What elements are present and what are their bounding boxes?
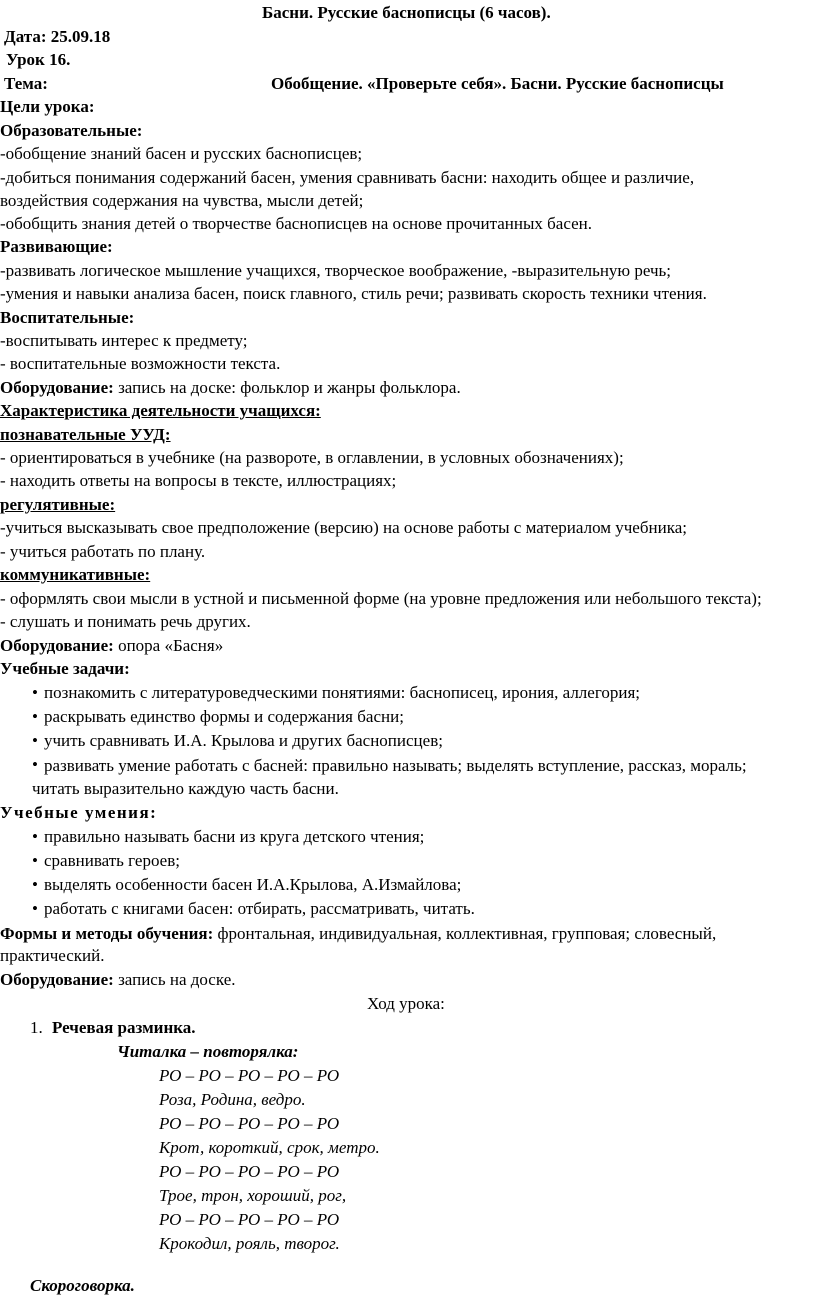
educational-heading: Образовательные: xyxy=(0,121,143,140)
topic-text: Обобщение. «Проверьте себя». Басни. Русские баснописцы xyxy=(271,74,724,93)
chant-line: Крокодил, рояль, творог. xyxy=(159,1234,340,1253)
educational-line: -обобщить знания детей о творчестве баснописцев на основе прочитанных басен. xyxy=(0,214,592,233)
task-item: раскрывать единство формы и содержания басни; xyxy=(44,707,404,726)
equipment-text: запись на доске. xyxy=(113,970,236,989)
cognitive-heading: познавательные УУД: xyxy=(0,425,171,444)
bullet-icon: • xyxy=(32,731,38,750)
equipment-line xyxy=(0,635,223,657)
bullet-icon: • xyxy=(32,755,38,774)
task-item-continuation: читать выразительно каждую часть басни. xyxy=(32,779,339,798)
chant-line: РО – РО – РО – РО – РО xyxy=(159,1210,340,1229)
equipment-line xyxy=(0,377,461,399)
equipment-label: Оборудование: xyxy=(0,970,114,989)
lesson-number: Урок 16. xyxy=(6,50,71,69)
cognitive-line: - находить ответы на вопросы в тексте, иллюстрациях; xyxy=(0,471,397,490)
task-item: познакомить с литературоведческими понятиями: баснописец, ирония, аллегория; xyxy=(44,683,641,702)
chant-line: РО – РО – РО – РО – РО xyxy=(159,1066,340,1085)
regulatory-line: - учиться работать по плану. xyxy=(0,542,206,561)
document-title: Басни. Русские баснописцы (6 часов). xyxy=(262,3,551,22)
equipment-text: запись на доске: фольклор и жанры фольклора. xyxy=(113,378,461,397)
skill-item: работать с книгами басен: отбирать, рассматривать, читать. xyxy=(44,899,475,918)
skill-item: сравнивать героев; xyxy=(44,851,180,870)
forms-line xyxy=(0,922,814,945)
step-number: 1. xyxy=(30,1018,43,1037)
cognitive-line: - ориентироваться в учебнике (на развороте, в оглавлении, в условных обозначениях); xyxy=(0,448,624,467)
goals-heading: Цели урока: xyxy=(0,97,95,116)
chant-line: РО – РО – РО – РО – РО xyxy=(159,1162,340,1181)
step-title: Речевая разминка. xyxy=(52,1018,196,1037)
equipment-label: Оборудование: xyxy=(0,378,114,397)
regulatory-line: -учиться высказывать свое предположение (версию) на основе работы с материалом учебника; xyxy=(0,518,687,537)
chant-line: Трое, трон, хороший, рог, xyxy=(159,1186,347,1205)
forms-line-continuation: практический. xyxy=(0,946,105,965)
lesson-date: Дата: 25.09.18 xyxy=(4,27,111,46)
chant-line: Роза, Родина, ведро. xyxy=(159,1090,306,1109)
topic-label: Тема: xyxy=(4,74,48,93)
bullet-icon: • xyxy=(32,707,38,726)
communicative-line: - оформлять свои мысли в устной и письменной форме (на уровне предложения или небольшого текста); xyxy=(0,589,762,608)
skill-item: правильно называть басни из круга детского чтения; xyxy=(44,827,425,846)
bullet-icon: • xyxy=(32,851,38,870)
equipment-text: опора «Басня» xyxy=(113,636,224,655)
educational-line: воздействия содержания на чувства, мысли детей; xyxy=(0,191,364,210)
equipment-line xyxy=(0,969,236,991)
bullet-icon: • xyxy=(32,827,38,846)
activity-heading: Характеристика деятельности учащихся: xyxy=(0,401,321,420)
task-item: развивать умение работать с басней: правильно называть; выделять вступление, рассказ, мораль; xyxy=(44,756,747,775)
tasks-heading: Учебные задачи: xyxy=(0,659,130,678)
educational-line: -обобщение знаний басен и русских баснописцев; xyxy=(0,144,363,163)
bullet-icon: • xyxy=(32,683,38,702)
skill-item: выделять особенности басен И.А.Крылова, А.Измайлова; xyxy=(44,875,462,894)
developing-heading: Развивающие: xyxy=(0,237,113,256)
forms-text: фронтальная, индивидуальная, коллективная, групповая; словесный, xyxy=(213,924,717,943)
chant-title: Читалка – повторялка: xyxy=(117,1042,299,1061)
forms-label: Формы и методы обучения: xyxy=(0,924,214,943)
lesson-flow-heading: Ход урока: xyxy=(367,994,445,1013)
task-item: учить сравнивать И.А. Крылова и других баснописцев; xyxy=(44,731,443,750)
tongue-twister-title: Скороговорка. xyxy=(30,1276,135,1295)
upbringing-line: - воспитательные возможности текста. xyxy=(0,354,281,373)
developing-line: -развивать логическое мышление учащихся, творческое воображение, -выразительную речь; xyxy=(0,261,672,280)
communicative-line: - слушать и понимать речь других. xyxy=(0,612,251,631)
upbringing-line: -воспитывать интерес к предмету; xyxy=(0,331,248,350)
communicative-heading: коммуникативные: xyxy=(0,565,151,584)
chant-line: Крот, короткий, срок, метро. xyxy=(159,1138,380,1157)
regulatory-heading: регулятивные: xyxy=(0,495,116,514)
educational-line: -добиться понимания содержаний басен, умения сравнивать басни: находить общее и различие, xyxy=(0,168,695,187)
developing-line: -умения и навыки анализа басен, поиск главного, стиль речи; развивать скорость техники чтения. xyxy=(0,284,707,303)
skills-heading: Учебные умения: xyxy=(0,803,158,822)
equipment-label: Оборудование: xyxy=(0,636,114,655)
bullet-icon: • xyxy=(32,899,38,918)
bullet-icon: • xyxy=(32,875,38,894)
upbringing-heading: Воспитательные: xyxy=(0,308,135,327)
chant-line: РО – РО – РО – РО – РО xyxy=(159,1114,340,1133)
